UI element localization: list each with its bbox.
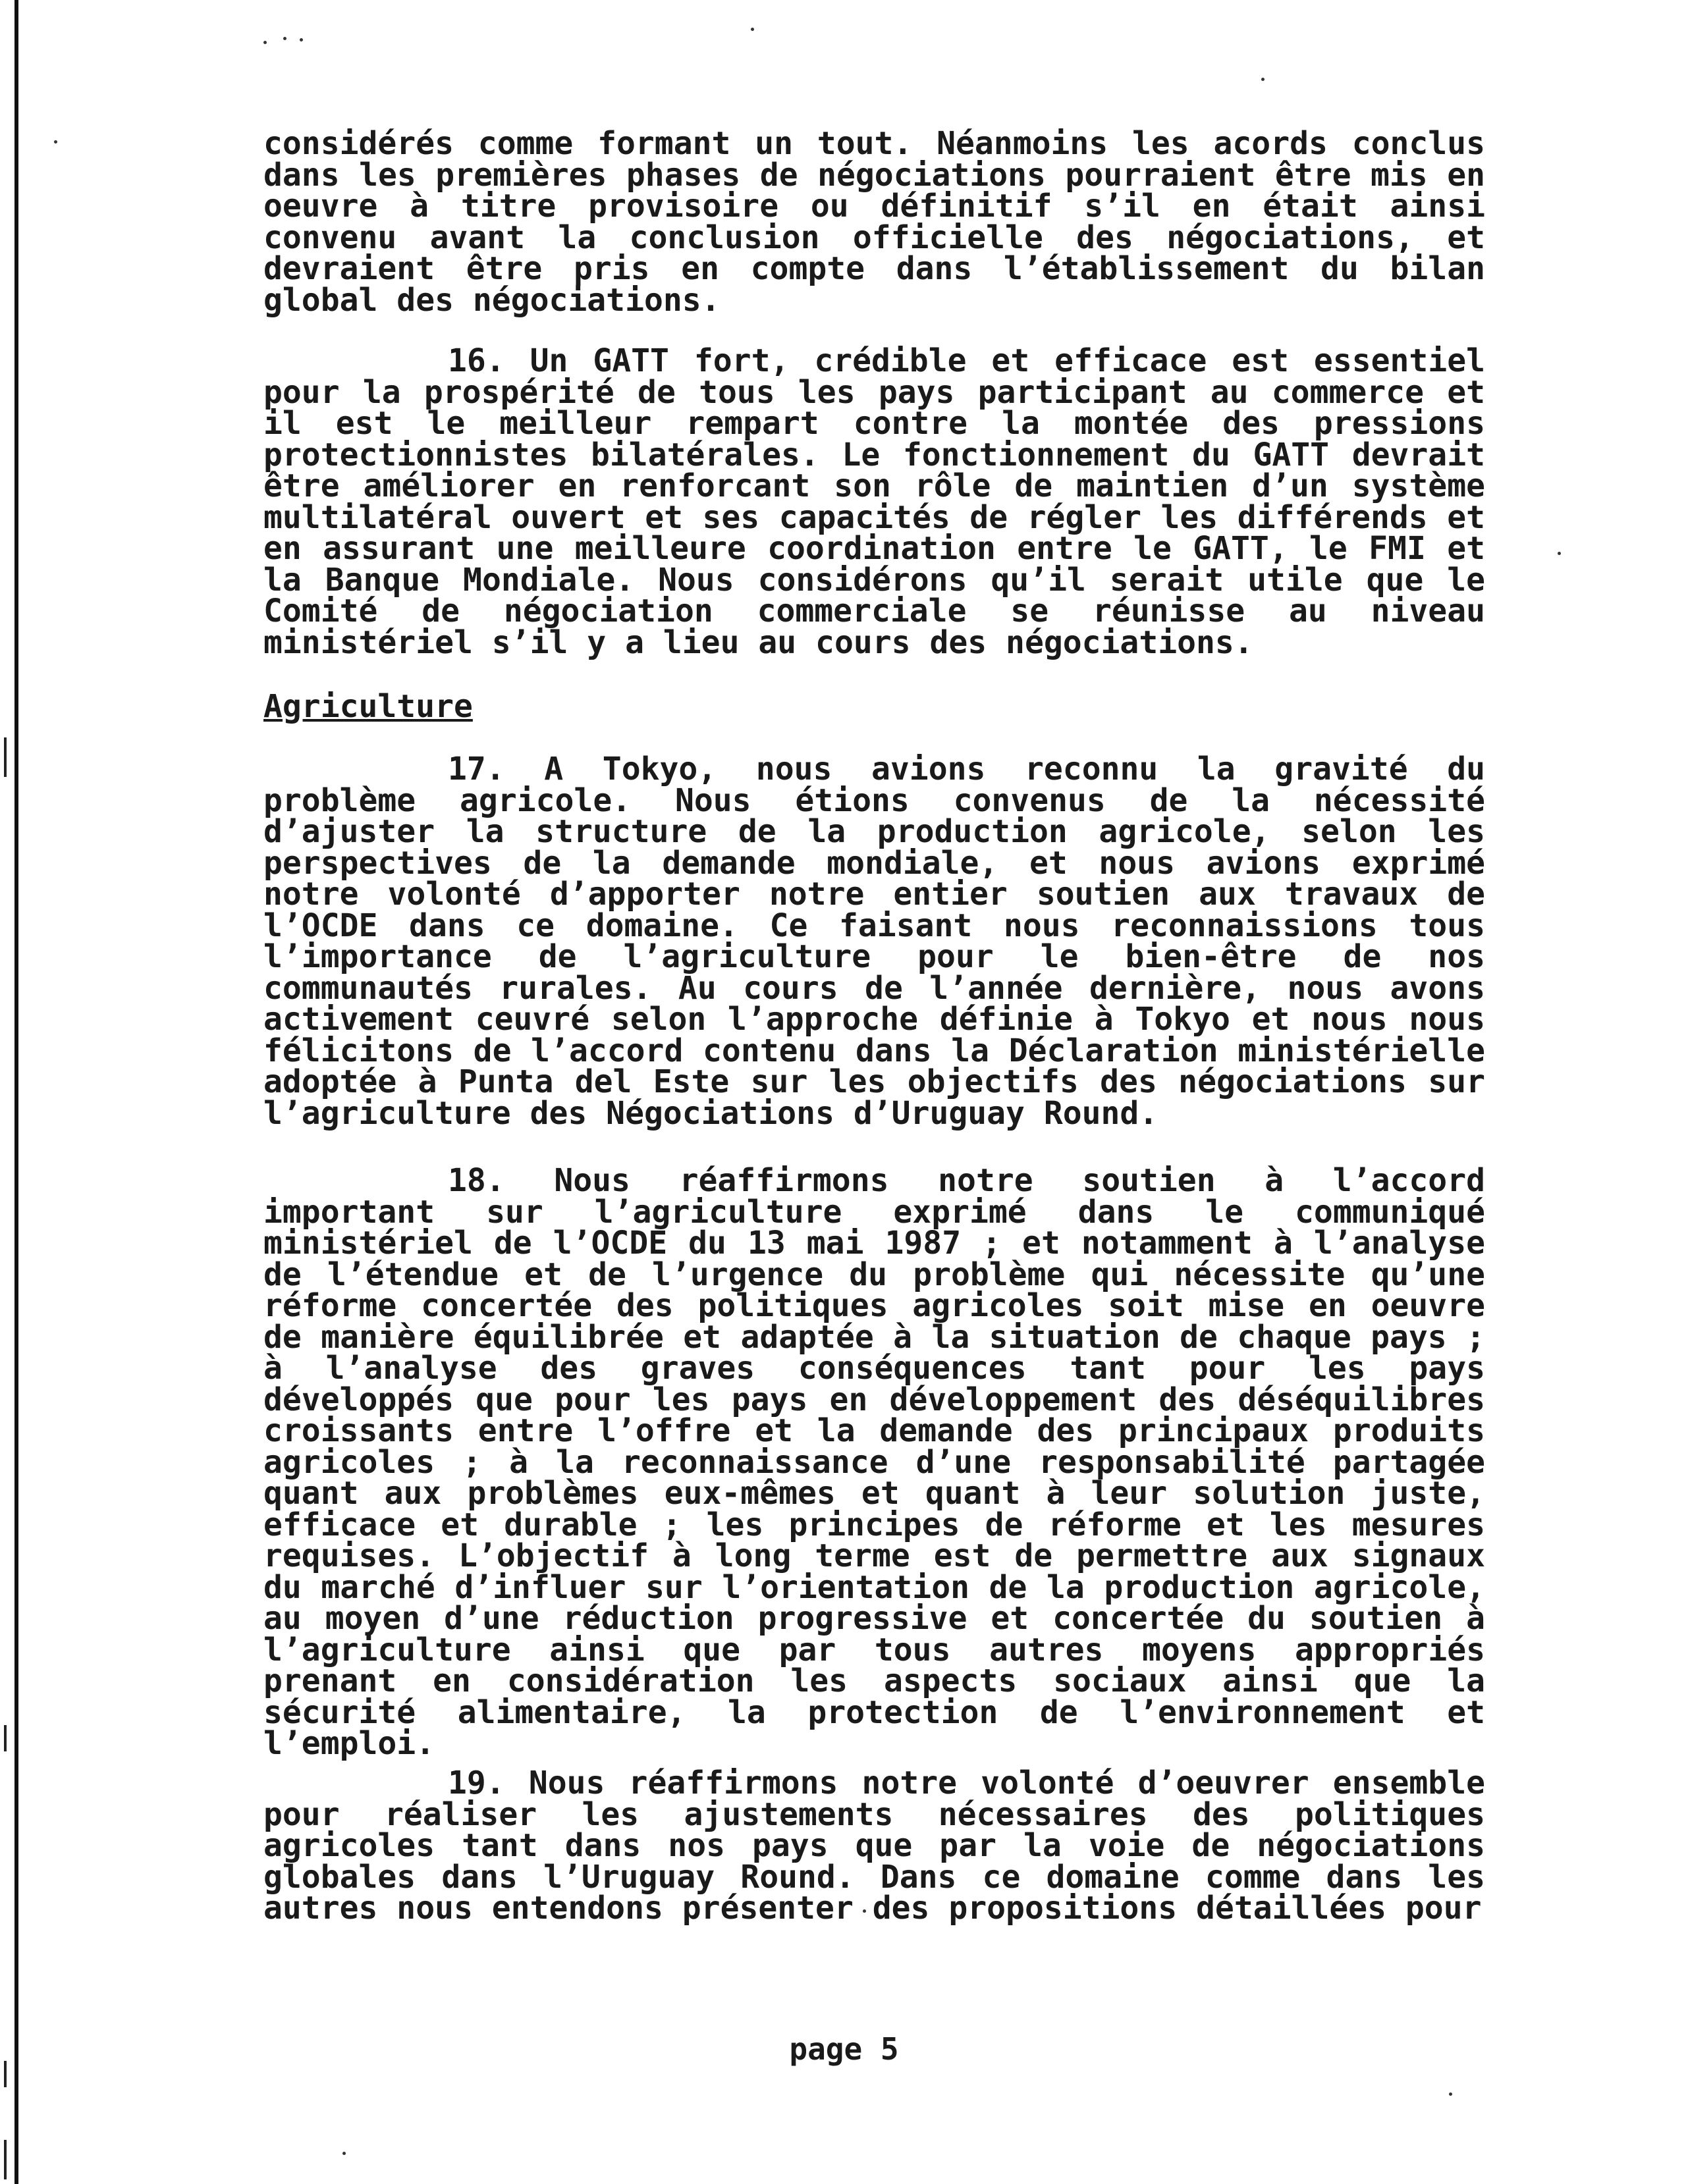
paragraph-text: 17. A Tokyo, nous avions reconnu la gravité du problème agricole. Nous étions convenus de la nécessité d’ajuster la structure de la production agricole, selon les perspectives de la demande mondiale, et nous avions exprimé notre volonté d’apporter notre entier soutien aux travaux de l’OCDE dans ce domaine. Ce faisant nous reconnaissions tous l’importance de l’agriculture pour le bien-être de nos communautés rurales. Au cours de l’année dernière, nous avons activement ceuvré selon l’approche définie à Tokyo et nous nous félicitons de l’accord contenu dans la Déclaration ministérielle adoptée à Punta del Este sur les objectifs des négociations sur l’agriculture des Négociations d’Uruguay Round. [263, 751, 1485, 1132]
scan-speck [1558, 552, 1561, 555]
scan-edge-mark [4, 737, 7, 777]
body-paragraph-19 [263, 1765, 1485, 1927]
scan-speck [300, 38, 303, 41]
body-paragraph-18 [263, 1162, 1485, 1762]
scan-speck [263, 41, 267, 44]
body-paragraph-17 [263, 751, 1485, 1132]
scan-edge-mark [4, 1725, 7, 1751]
body-paragraph-16 [263, 342, 1485, 661]
scan-speck [1261, 78, 1265, 81]
section-heading: Agriculture [263, 688, 473, 725]
page-number: page 5 [789, 2031, 899, 2067]
paragraph-text: considérés comme formant un tout. Néanmoins les acords conclus dans les premières phases de négociations pourraient être mis en oeuvre à titre provisoire ou définitif s’il en était ainsi convenu avant la conclusion officielle des négociations, et devraient être pris en compte dans l’établissement du bilan global des négociations. [263, 125, 1485, 319]
scan-speck [751, 28, 754, 31]
scan-speck [54, 140, 57, 144]
scan-edge-mark [4, 2140, 7, 2179]
paragraph-text: 19. Nous réaffirmons notre volonté d’oeuvrer ensemble pour réaliser les ajustements nécessaires des politiques agricoles tant dans nos pays que par la voie de négociations globales dans l’Uruguay Round. Dans ce domaine comme dans les autres nous entendons présenter des propositions détaillées pour [263, 1765, 1485, 1927]
paragraph-text: 18. Nous réaffirmons notre soutien à l’accord important sur l’agriculture exprimé dans le communiqué ministériel de l’OCDE du 13 mai 1987 ; et notamment à l’analyse de l’étendue et de l’urgence du problème qui nécessite qu’une réforme concertée des politiques agricoles soit mise en oeuvre de manière équilibrée et adaptée à la situation de chaque pays ; à l’analyse des graves conséquences tant pour les pays développés que pour les pays en développement des déséquilibres croissants entre l’offre et la demande des principaux produits agricoles ; à la reconnaissance d’une responsabilité partagée quant aux problèmes eux-mêmes et quant à leur solution juste, efficace et durable ; les principes de réforme et les mesures requises. L’objectif à long terme est de permettre aux signaux du marché d’influer sur l’orientation de la production agricole, au moyen d’une réduction progressive et concertée du soutien à l’agriculture ainsi que par tous autres moyens appropriés prenant en considération les aspects sociaux ainsi que la sécurité alimentaire, la protection de l’environnement et l’emploi. [263, 1162, 1485, 1762]
scan-edge-line [14, 0, 18, 2184]
scan-speck [1449, 2092, 1452, 2096]
body-paragraph-continuation [263, 125, 1485, 319]
paragraph-text: 16. Un GATT fort, crédible et efficace est essentiel pour la prospérité de tous les pays participant au commerce et il est le meilleur rempart contre la montée des pressions protectionnistes bilatérales. Le fonctionnement du GATT devrait être améliorer en renforcant son rôle de maintien d’un système multilatéral ouvert et ses capacités de régler les différends et en assurant une meilleure coordination entre le GATT, le FMI et la Banque Mondiale. Nous considérons qu’il serait utile que le Comité de négociation commerciale se réunisse au niveau ministériel s’il y a lieu au cours des négociations. [263, 342, 1485, 661]
scan-speck [283, 37, 286, 40]
scan-speck [342, 2152, 346, 2155]
